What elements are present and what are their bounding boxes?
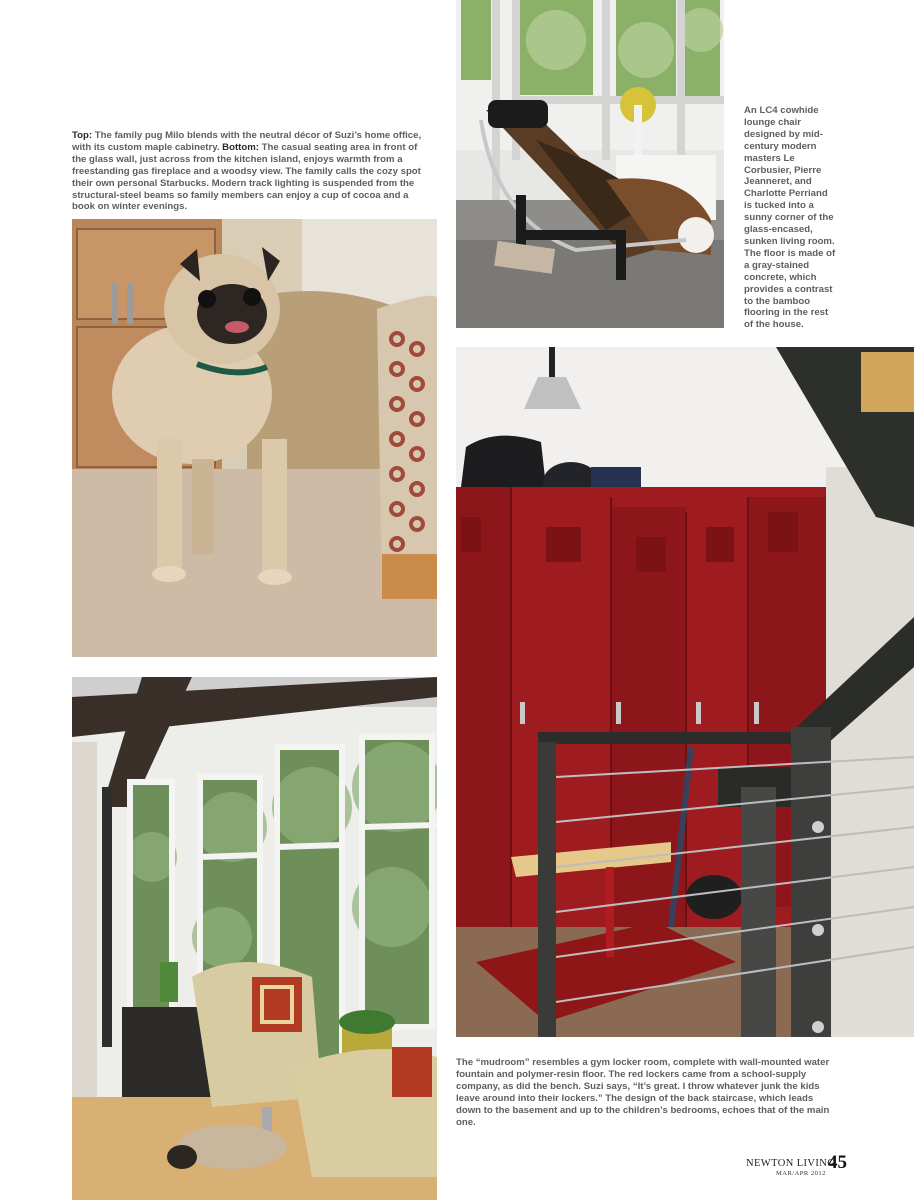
caption-text-top: The family pug Milo blends with the neutral décor of Suzi’s home office, with its custom maple cabinetry. xyxy=(72,130,422,153)
photo-pug-home-office xyxy=(72,219,437,657)
photo-mudroom-lockers xyxy=(456,347,914,1037)
caption-text-bottom: The casual seating area in front of the glass wall, just across from the kitchen island, enjoys warmth from a freestanding gas fireplace and a woodsy view. The family calls the cozy spot their own personal Starbucks. Modern track lighting is suspended from the structural-steel beams so family members can enjoy a cup of cocoa and a book on winter evenings. xyxy=(72,141,421,213)
caption-lc4-chair: An LC4 cowhide lounge chair designed by mid-century modern masters Le Corbusier, Pierre Jeanneret, and Charlotte Perriand is tucked into a sunny corner of the glass-encased, sunken living room. The floor is made of a gray-stained concrete, which provides a contrast to the bamboo flooring in the rest of the house. xyxy=(744,105,836,331)
caption-label-top: Top: xyxy=(72,130,93,141)
photo-seating-area xyxy=(72,677,437,1200)
caption-label-bottom: Bottom: xyxy=(222,141,259,153)
caption-top-left xyxy=(72,130,432,213)
page-number: 45 xyxy=(828,1152,847,1173)
caption-mudroom: The “mudroom” resembles a gym locker room, complete with wall-mounted water fountain and polymer-resin floor. The red lockers came from a school-supply company, as did the bench. Suzi says, “It’s great. I throw whatever junk the kids leave around into their lockers.” The design of the back staircase, which leads down to the basement and up to the children’s bedrooms, echoes that of the main one. xyxy=(456,1057,830,1128)
publication-name: NEWTON LIVING xyxy=(746,1158,836,1169)
issue-date: MAR/APR 2012 xyxy=(776,1170,826,1177)
photo-lc4-lounge-chair xyxy=(456,0,724,328)
